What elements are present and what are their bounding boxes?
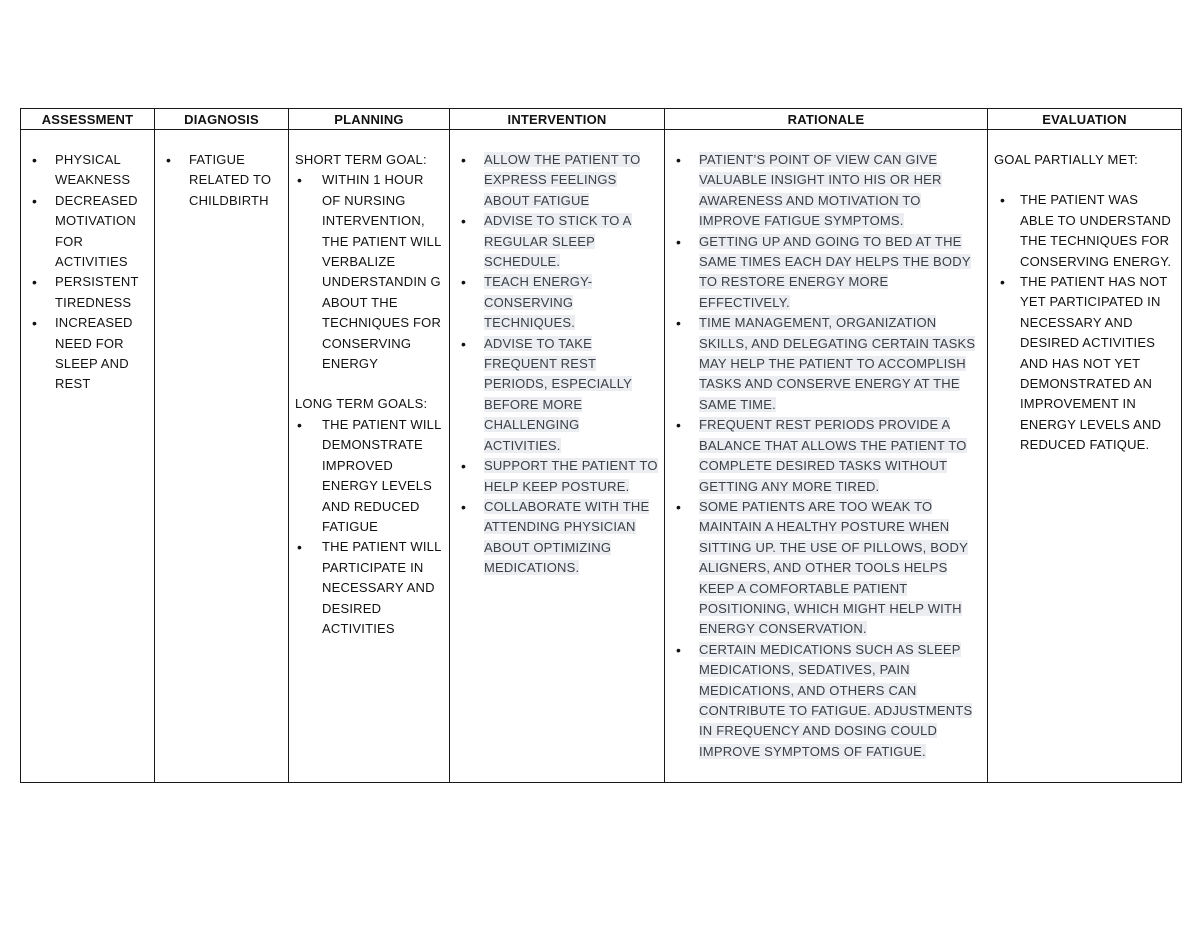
intervention-text: SUPPORT THE PATIENT TO HELP KEEP POSTURE.	[484, 458, 658, 494]
assessment-item: • DECREASED MOTIVATION FOR ACTIVITIES	[27, 191, 148, 273]
intervention-item	[456, 456, 658, 497]
intervention-text: COLLABORATE WITH THE ATTENDING PHYSICIAN ABOUT OPTIMIZING MEDICATIONS.	[484, 498, 650, 576]
short-term-goal-item: • WITHIN 1 HOUR OF NURSING INTERVENTION, THE PATIENT WILL VERBALIZE UNDERSTANDIN G ABOUT THE TECHNIQUES FOR CONSERVING ENERGY	[295, 170, 443, 374]
long-term-goal-item: • THE PATIENT WILL DEMONSTRATE IMPROVED ENERGY LEVELS AND REDUCED FATIGUE	[295, 415, 443, 537]
assessment-cell	[21, 130, 155, 783]
rationale-text: GETTING UP AND GOING TO BED AT THE SAME TIMES EACH DAY HELPS THE BODY TO RESTORE ENERGY MORE EFFECTIVELY.	[699, 233, 971, 310]
header-diagnosis: DIAGNOSIS	[155, 109, 289, 130]
intervention-list	[456, 150, 658, 579]
rationale-item	[671, 497, 981, 640]
diagnosis-list	[161, 150, 282, 211]
evaluation-item: • THE PATIENT WAS ABLE TO UNDERSTAND THE TECHNIQUES FOR CONSERVING ENERGY.	[994, 190, 1175, 272]
intervention-item	[456, 272, 658, 333]
evaluation-cell	[988, 130, 1182, 783]
content-row	[21, 130, 1182, 783]
rationale-text: CERTAIN MEDICATIONS SUCH AS SLEEP MEDICATIONS, SEDATIVES, PAIN MEDICATIONS, AND OTHERS CAN CONTRIBUTE TO FATIGUE. ADJUSTMENTS IN FREQUENCY AND DOSING COULD IMPROVE SYMPTOMS OF FATIGUE.	[699, 641, 973, 759]
rationale-list	[671, 150, 981, 762]
rationale-cell	[665, 130, 988, 783]
long-term-goal-item: • THE PATIENT WILL PARTICIPATE IN NECESSARY AND DESIRED ACTIVITIES	[295, 537, 443, 639]
intervention-item	[456, 211, 658, 272]
spacer	[295, 374, 443, 394]
short-term-goal-list	[295, 170, 443, 374]
intervention-cell	[450, 130, 665, 783]
long-term-goal-list	[295, 415, 443, 639]
header-evaluation: EVALUATION	[988, 109, 1182, 130]
spacer	[994, 170, 1175, 190]
intervention-text: ADVISE TO TAKE FREQUENT REST PERIODS, ESPECIALLY BEFORE MORE CHALLENGING ACTIVITIES.	[484, 335, 633, 453]
assessment-list	[27, 150, 148, 395]
header-assessment: ASSESSMENT	[21, 109, 155, 130]
rationale-item	[671, 415, 981, 497]
rationale-item	[671, 150, 981, 232]
goal-status: GOAL PARTIALLY MET:	[994, 152, 1138, 167]
intervention-text: TEACH ENERGY-CONSERVING TECHNIQUES.	[484, 274, 593, 331]
intervention-item	[456, 334, 658, 456]
rationale-item	[671, 232, 981, 314]
long-term-goal-heading: LONG TERM GOALS:	[295, 396, 428, 412]
planning-cell	[289, 130, 450, 783]
rationale-text: TIME MANAGEMENT, ORGANIZATION SKILLS, AND DELEGATING CERTAIN TASKS MAY HELP THE PATIENT TO ACCOMPLISH TASKS AND CONSERVE ENERGY AT THE SAME TIME.	[699, 315, 976, 412]
evaluation-item: • THE PATIENT HAS NOT YET PARTICIPATED IN NECESSARY AND DESIRED ACTIVITIES AND HAS NOT YET DEMONSTRATED AN IMPROVEMENT IN ENERGY LEVELS AND REDUCED FATIQUE.	[994, 272, 1175, 456]
header-intervention: INTERVENTION	[450, 109, 665, 130]
rationale-text: FREQUENT REST PERIODS PROVIDE A BALANCE THAT ALLOWS THE PATIENT TO COMPLETE DESIRED TASKS WITHOUT GETTING ANY MORE TIRED.	[699, 417, 967, 494]
rationale-text: SOME PATIENTS ARE TOO WEAK TO MAINTAIN A HEALTHY POSTURE WHEN SITTING UP. THE USE OF PILLOWS, BODY ALIGNERS, AND OTHER TOOLS HELPS KEEP A COMFORTABLE PATIENT POSITIONING, WHICH MIGHT HELP WITH ENERGY CONSERVATION.	[699, 498, 968, 637]
diagnosis-item: • FATIGUE RELATED TO CHILDBIRTH	[161, 150, 282, 211]
assessment-item: • PHYSICAL WEAKNESS	[27, 150, 148, 191]
short-term-goal-heading: SHORT TERM GOAL:	[295, 152, 427, 167]
intervention-text: ALLOW THE PATIENT TO EXPRESS FEELINGS ABOUT FATIGUE	[484, 152, 641, 208]
evaluation-list	[994, 190, 1175, 455]
intervention-item	[456, 497, 658, 579]
header-planning: PLANNING	[289, 109, 450, 130]
intervention-item	[456, 150, 658, 211]
rationale-item	[671, 313, 981, 415]
diagnosis-cell	[155, 130, 289, 783]
header-rationale: RATIONALE	[665, 109, 988, 130]
nursing-care-plan-table	[20, 108, 1182, 783]
assessment-item: • PERSISTENT TIREDNESS	[27, 272, 148, 313]
rationale-item	[671, 640, 981, 762]
assessment-item: • INCREASED NEED FOR SLEEP AND REST	[27, 313, 148, 395]
rationale-text: PATIENT’S POINT OF VIEW CAN GIVE VALUABLE INSIGHT INTO HIS OR HER AWARENESS AND MOTIVATION TO IMPROVE FATIGUE SYMPTOMS.	[699, 152, 942, 229]
intervention-text: ADVISE TO STICK TO A REGULAR SLEEP SCHEDULE.	[484, 213, 632, 270]
header-row	[21, 109, 1182, 130]
